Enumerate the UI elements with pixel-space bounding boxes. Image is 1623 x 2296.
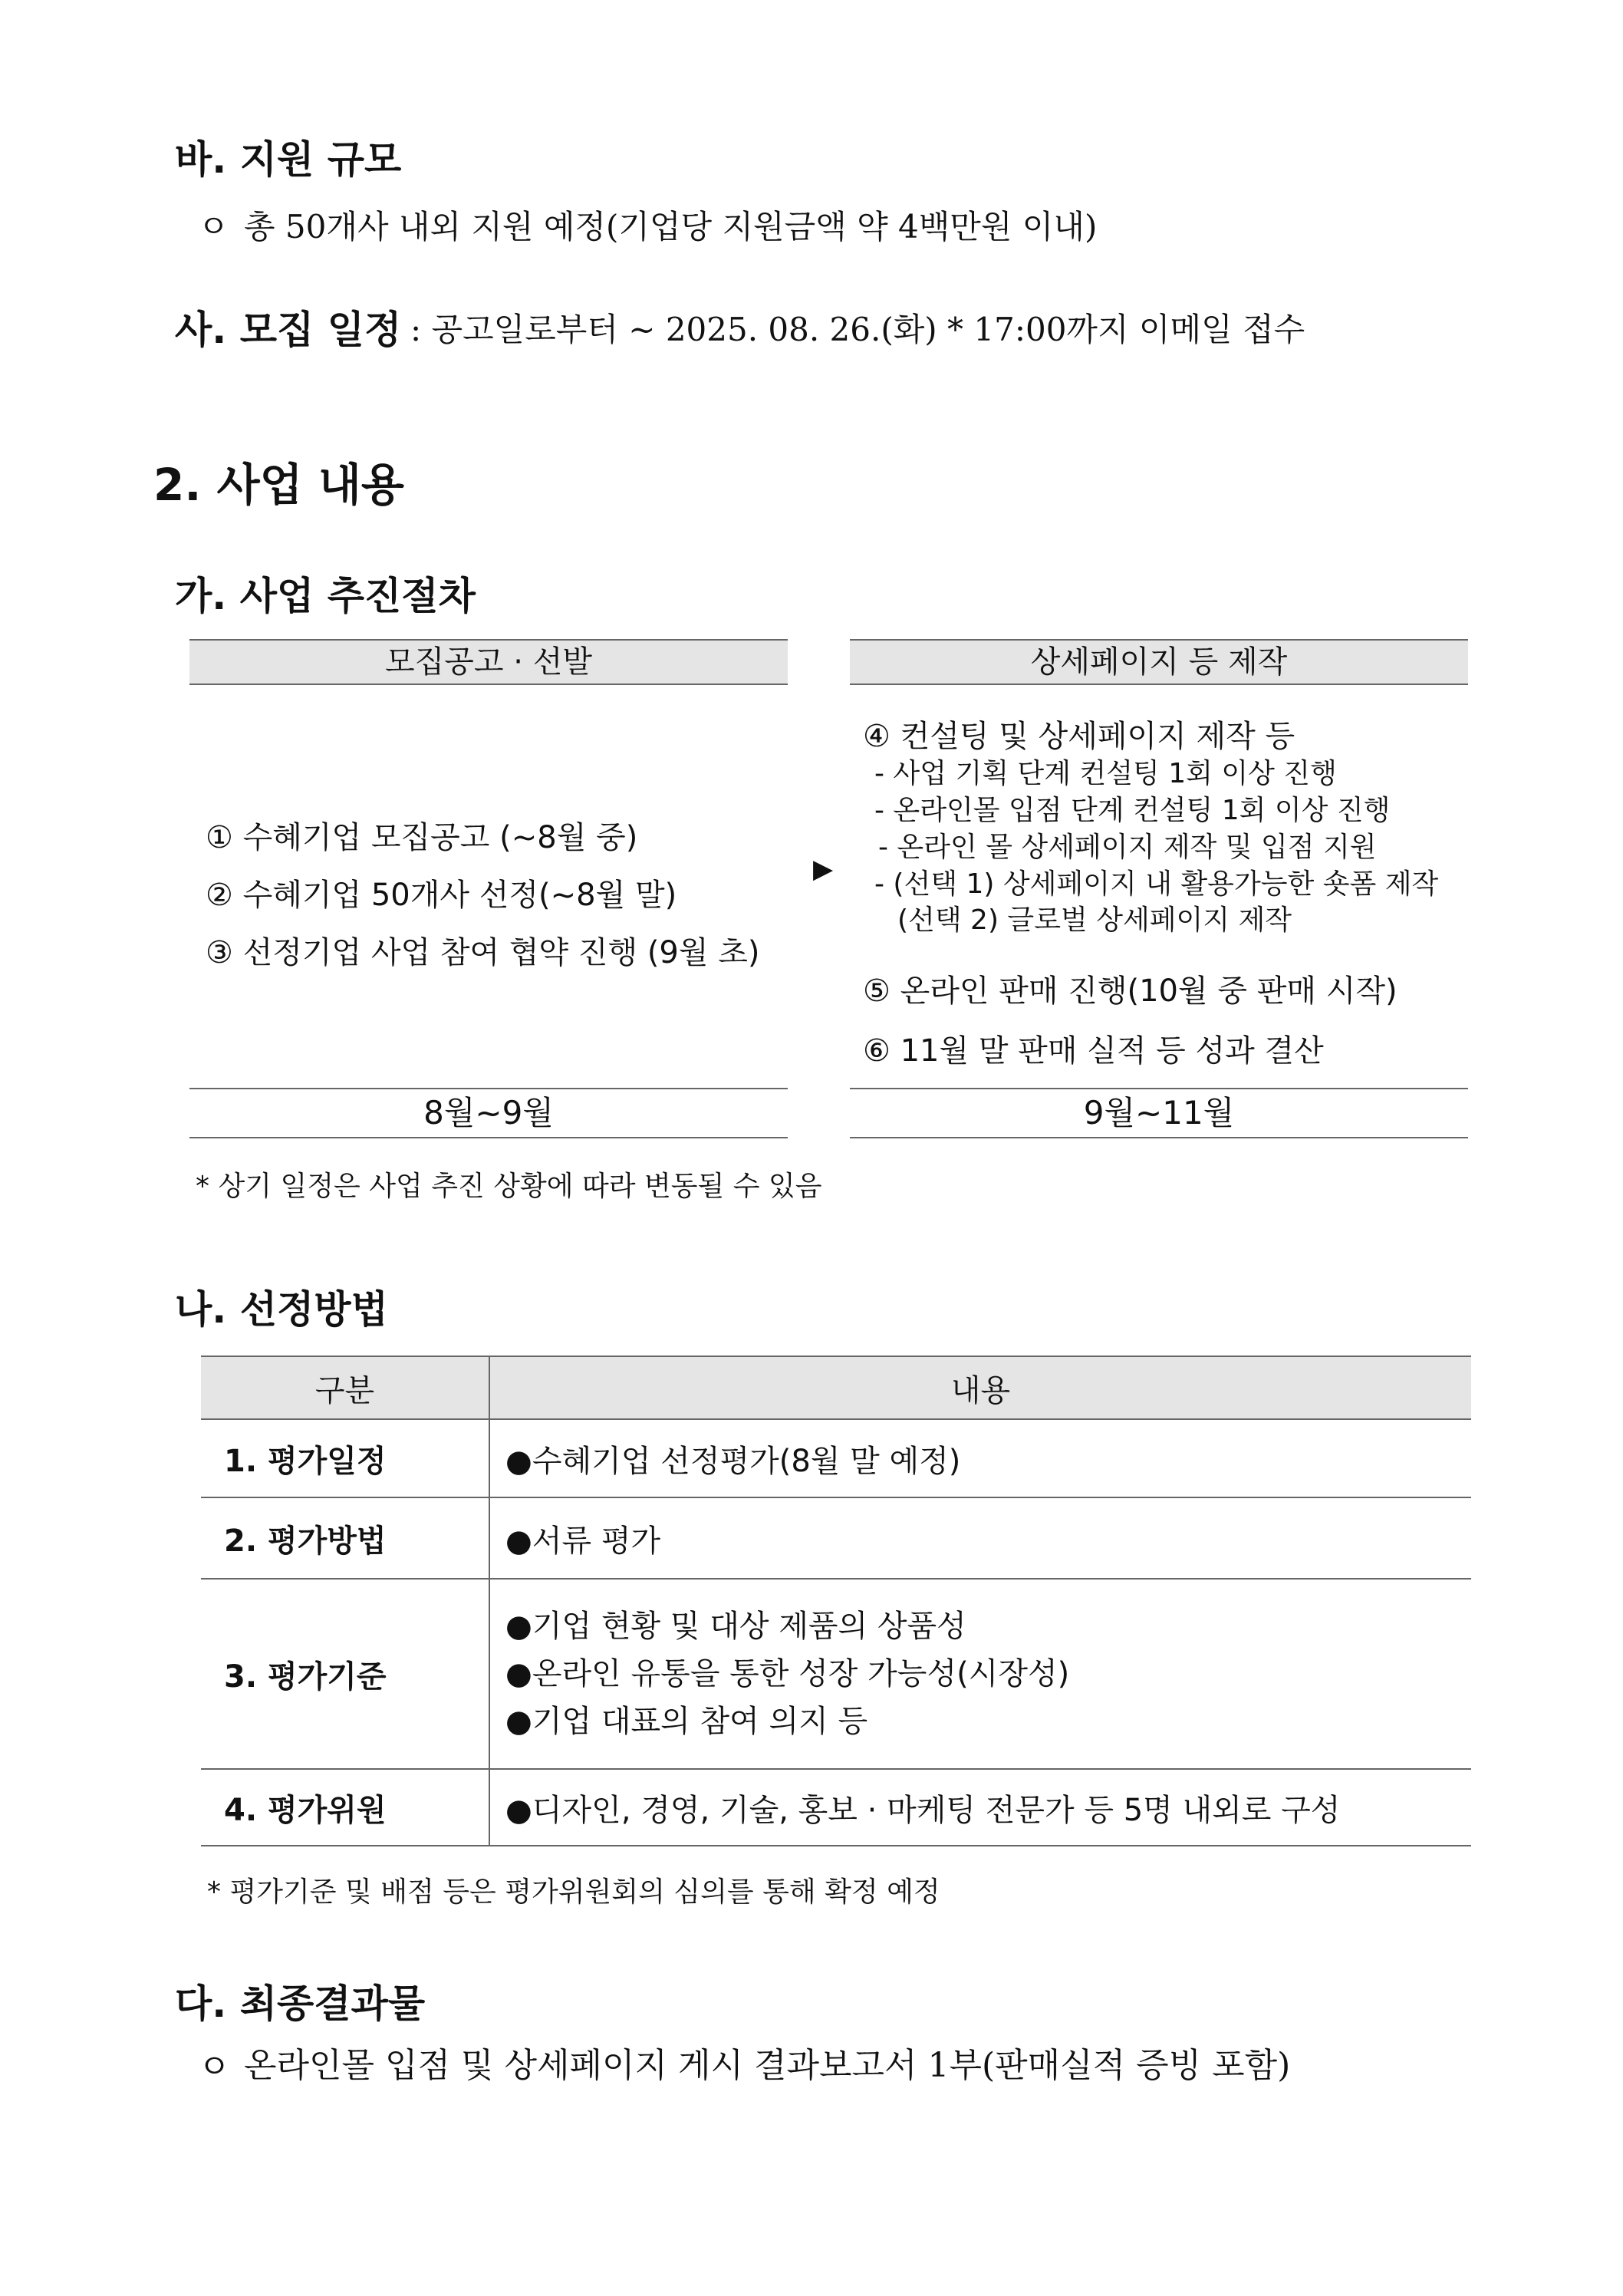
table-header-row	[201, 1356, 1471, 1419]
selection-table	[201, 1356, 1471, 1846]
flow-right-sub-3: - 온라인 몰 상세페이지 제작 및 입점 지원	[878, 832, 1377, 863]
section-ba-bullet: ㅇ	[198, 208, 229, 245]
flow-right-sub-5: (선택 2) 글로벌 상세페이지 제작	[897, 904, 1292, 936]
section-ga-title: 가. 사업 추진절차	[175, 574, 476, 618]
row-content-line: ●온라인 유통을 통한 성장 가능성(시장성)	[505, 1656, 1070, 1692]
section-da-bullet: ㅇ	[198, 2047, 231, 2087]
row-label: 3. 평가기준	[201, 1579, 489, 1769]
row-content-line: ●기업 현황 및 대상 제품의 상품성	[505, 1609, 966, 1644]
table-row	[201, 1497, 1471, 1579]
table-row	[201, 1769, 1471, 1846]
section-ba-text: 총 50개사 내외 지원 예정(기업당 지원금액 약 4백만원 이내)	[244, 208, 1098, 245]
section-sa-detail: : 공고일로부터 ~ 2025. 08. 26.(화) * 17:00까지 이메일 접수	[410, 311, 1305, 348]
row-label: 4. 평가위원	[201, 1769, 489, 1846]
section-na-title: 나. 선정방법	[175, 1287, 388, 1332]
section-2-title: 2. 사업 내용	[153, 459, 404, 511]
flow-right-item-5: ⑤ 온라인 판매 진행(10월 중 판매 시작)	[863, 973, 1397, 1009]
flow-left-item-3: ③ 선정기업 사업 참여 협약 진행 (9월 초)	[206, 935, 760, 970]
flow-note: * 상기 일정은 사업 추진 상황에 따라 변동될 수 있음	[196, 1171, 822, 1202]
table-row	[201, 1579, 1471, 1769]
flow-right-sub-4: - (선택 1) 상세페이지 내 활용가능한 숏폼 제작	[874, 868, 1439, 900]
flow-right-sub-2: - 온라인몰 입점 단계 컨설팅 1회 이상 진행	[874, 795, 1391, 826]
flow-left-item-2: ② 수혜기업 50개사 선정(~8월 말)	[206, 878, 677, 913]
row-content: ●디자인, 경영, 기술, 홍보 · 마케팅 전문가 등 5명 내외로 구성	[489, 1769, 1471, 1846]
flow-left-header: 모집공고 · 선발	[189, 639, 788, 685]
row-label: 2. 평가방법	[201, 1497, 489, 1579]
flow-right-item-4: ④ 컨설팅 및 상세페이지 제작 등	[863, 719, 1295, 754]
table-row	[201, 1419, 1471, 1497]
section-ba-title: 바. 지원 규모	[175, 137, 402, 182]
section-da-title: 다. 최종결과물	[175, 1981, 426, 2026]
row-content-line: ●기업 대표의 참여 의지 등	[505, 1704, 868, 1739]
row-content	[489, 1579, 1471, 1769]
section-da-text: 온라인몰 입점 및 상세페이지 게시 결과보고서 1부(판매실적 증빙 포함)	[244, 2046, 1291, 2085]
selection-note: * 평가기준 및 배점 등은 평가위원회의 심의를 통해 확정 예정	[207, 1876, 940, 1908]
flow-left-item-1: ① 수혜기업 모집공고 (~8월 중)	[206, 820, 638, 855]
table-header-category: 구분	[201, 1356, 489, 1419]
row-label: 1. 평가일정	[201, 1419, 489, 1497]
flow-right-item-6: ⑥ 11월 말 판매 실적 등 성과 결산	[863, 1033, 1324, 1069]
row-content: ●수혜기업 선정평가(8월 말 예정)	[489, 1419, 1471, 1497]
flow-left-period: 8월~9월	[189, 1088, 788, 1138]
flow-right-sub-1: - 사업 기획 단계 컨설팅 1회 이상 진행	[874, 758, 1337, 789]
flow-right-header: 상세페이지 등 제작	[850, 639, 1468, 685]
flow-right-period: 9월~11월	[850, 1088, 1468, 1138]
flow-arrow-icon: ▶	[813, 854, 834, 884]
table-header-content: 내용	[489, 1356, 1471, 1419]
row-content: ●서류 평가	[489, 1497, 1471, 1579]
section-sa-title: 사. 모집 일정	[175, 308, 402, 352]
